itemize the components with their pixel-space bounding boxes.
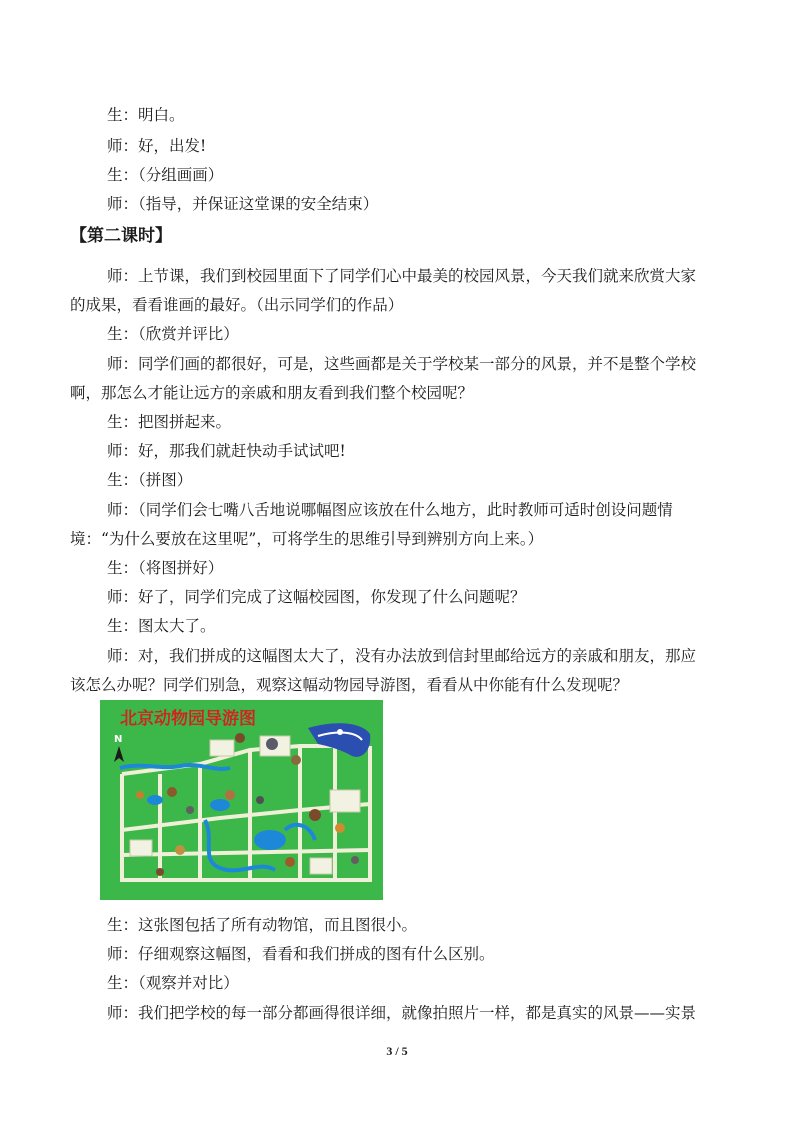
text-line: 师：仔细观察这幅图，看看和我们拼成的图有什么区别。 (107, 945, 495, 963)
map-pond (210, 799, 230, 811)
text-line: 该怎么办呢？同学们别急，观察这幅动物园导游图，看看从中你能有什么发现呢？ (70, 676, 629, 694)
text-line: 境：“为什么要放在这里呢”，可将学生的思维引导到辨别方向上来。） (70, 530, 544, 548)
text-line: 师：好，出发! (107, 137, 207, 155)
text-line: 师：（同学们会七嘴八舌地说哪幅图应该放在什么地方，此时教师可适时创设问题情 (107, 501, 673, 519)
text-line: 生：明白。 (107, 106, 185, 124)
text-line: 生：把图拼起来。 (107, 413, 232, 431)
text-line: 师：上节课，我们到校园里面下了同学们心中最美的校园风景，今天我们就来欣赏大家 (107, 267, 697, 285)
text-line: 啊，那怎么才能让远方的亲戚和朋友看到我们整个校园呢？ (70, 384, 474, 402)
text-line: 师：同学们画的都很好，可是，这些画都是关于学校某一部分的风景，并不是整个学校 (107, 355, 697, 373)
text-line: 生：这张图包括了所有动物馆，而且图很小。 (107, 916, 418, 934)
text-line: 师：好了，同学们完成了这幅校园图，你发现了什么问题呢？ (107, 588, 526, 606)
text-line: 生：（欣赏并评比） (107, 325, 239, 343)
text-line: 师：对，我们拼成的这幅图太大了，没有办法放到信封里邮给远方的亲戚和朋友，那应 (107, 647, 697, 665)
text-line: 生：（观察并对比） (107, 974, 239, 992)
text-line: 师：（指导，并保证这堂课的安全结束） (107, 195, 379, 213)
page-number: 3 / 5 (386, 1044, 408, 1058)
zoo-guide-map (100, 700, 383, 900)
map-north-label: N (114, 734, 123, 745)
text-line: 师：我们把学校的每一部分都画得很详细，就像拍照片一样，都是真实的风景——实景 (107, 1004, 697, 1022)
map-title: 北京动物园导游图 (120, 709, 256, 729)
text-line: 生：（分组画画） (107, 166, 224, 184)
text-line: 师：好，那我们就赶快动手试试吧! (107, 442, 346, 460)
text-line: 的成果，看看谁画的最好。（出示同学们的作品） (70, 296, 404, 314)
text-line: 生：（将图拼好） (107, 559, 224, 577)
text-line: 生：（拼图） (107, 471, 193, 489)
section-heading: 【第二课时】 (70, 226, 172, 246)
text-line: 生：图太大了。 (107, 617, 216, 635)
map-pond (147, 795, 163, 805)
map-pond (254, 830, 286, 850)
